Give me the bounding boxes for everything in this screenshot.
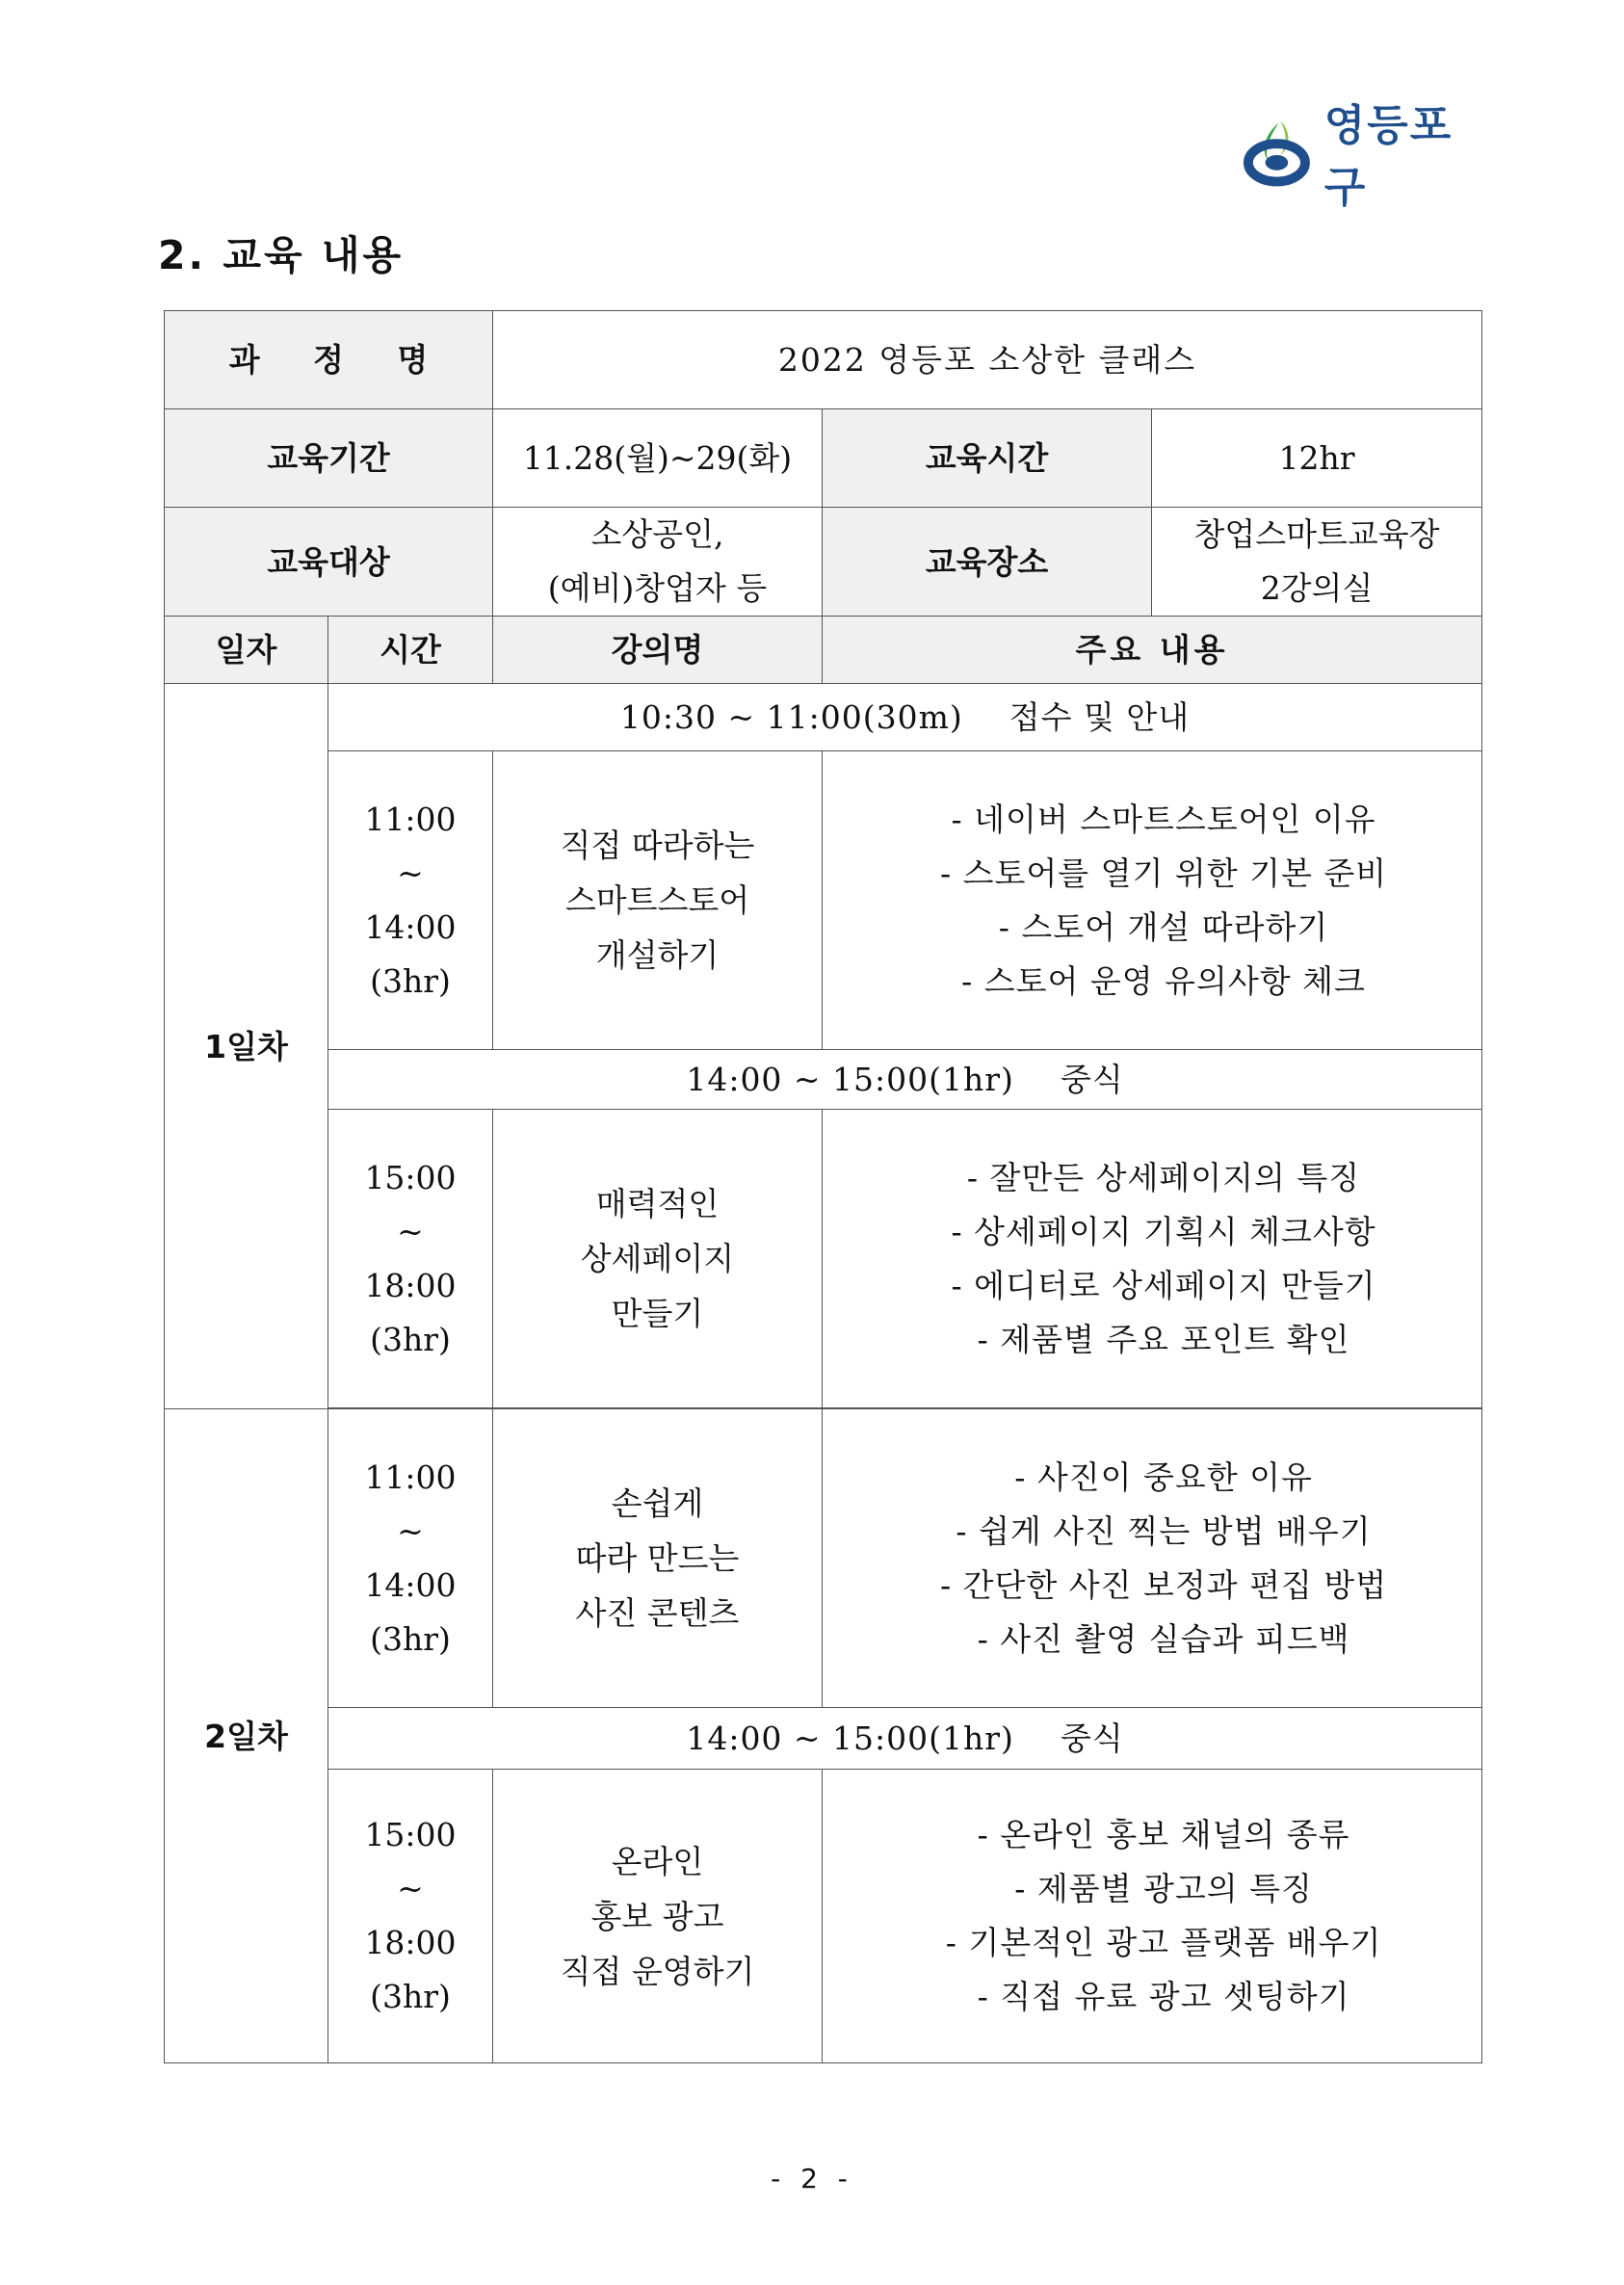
list-item: - 네이버 스마트스토어인 이유	[951, 800, 1376, 838]
course-name-label: 과 정 명	[165, 311, 493, 409]
target-value: 소상공인, (예비)창업자 등	[493, 508, 823, 617]
column-header-day: 일자	[165, 617, 328, 684]
column-header-content: 주요 내용	[823, 617, 1482, 684]
place-value: 창업스마트교육장 2강의실	[1152, 508, 1482, 617]
day1-session1-lecture: 직접 따라하는 스마트스토어 개설하기	[493, 751, 823, 1050]
education-schedule-table	[164, 310, 1482, 2063]
hours-label: 교육시간	[823, 409, 1152, 508]
day1-session1-time: 11:00 ~ 14:00 (3hr)	[328, 751, 493, 1050]
day1-session2-lecture: 매력적인 상세페이지 만들기	[493, 1110, 823, 1408]
target-label: 교육대상	[165, 508, 493, 617]
day2-session1-time: 11:00 ~ 14:00 (3hr)	[328, 1409, 493, 1708]
period-value: 11.28(월)~29(화)	[493, 409, 823, 508]
logo-text: 영등포구	[1323, 101, 1454, 212]
district-logo	[1243, 101, 1493, 212]
day2-session2-time: 15:00 ~ 18:00 (3hr)	[328, 1770, 493, 2063]
list-item: - 제품별 광고의 특징	[1014, 1870, 1313, 1907]
list-item: - 잘만든 상세페이지의 특징	[966, 1158, 1361, 1196]
column-header-time: 시간	[328, 617, 493, 684]
list-item: - 사진 촬영 실습과 피드백	[977, 1619, 1350, 1658]
list-item: - 스토어를 열기 위한 기본 준비	[939, 854, 1388, 892]
day2-session1-content	[823, 1409, 1482, 1708]
list-item: - 제품별 주요 포인트 확인	[977, 1320, 1350, 1358]
place-label: 교육장소	[823, 508, 1152, 617]
day2-label: 2일차	[165, 1409, 328, 2063]
yeongdeungpo-emblem-icon	[1243, 115, 1315, 190]
course-name-value: 2022 영등포 소상한 클래스	[493, 311, 1482, 409]
day2-lunch-row: 14:00 ~ 15:00(1hr) 중식	[328, 1708, 1482, 1770]
list-item: - 사진이 중요한 이유	[1014, 1458, 1313, 1496]
day1-reception-row: 10:30 ~ 11:00(30m) 접수 및 안내	[328, 684, 1482, 751]
list-item: - 간단한 사진 보정과 편집 방법	[939, 1565, 1388, 1604]
page-number: - 2 -	[771, 2163, 853, 2194]
hours-value: 12hr	[1152, 409, 1482, 508]
list-item: - 스토어 개설 따라하기	[998, 907, 1329, 946]
day2-session1-lecture: 손쉽게 따라 만드는 사진 콘텐츠	[493, 1409, 823, 1708]
list-item: - 쉽게 사진 찍는 방법 배우기	[956, 1511, 1372, 1550]
section-heading: 2. 교육 내용	[158, 232, 405, 278]
day1-session2-content	[823, 1110, 1482, 1408]
day1-lunch-row: 14:00 ~ 15:00(1hr) 중식	[328, 1050, 1482, 1110]
day2-session2-lecture: 온라인 홍보 광고 직접 운영하기	[493, 1770, 823, 2063]
day1-session2-time: 15:00 ~ 18:00 (3hr)	[328, 1110, 493, 1408]
column-header-lecture: 강의명	[493, 617, 823, 684]
day2-session2-content	[823, 1770, 1482, 2063]
list-item: - 에디터로 상세페이지 만들기	[951, 1266, 1376, 1304]
list-item: - 직접 유료 광고 셋팅하기	[977, 1978, 1350, 2015]
day1-label: 1일차	[165, 684, 328, 1409]
period-label: 교육기간	[165, 409, 493, 508]
list-item: - 상세페이지 기획시 체크사항	[951, 1212, 1376, 1250]
list-item: - 기본적인 광고 플랫폼 배우기	[945, 1924, 1382, 1961]
day1-session1-content	[823, 751, 1482, 1050]
list-item: - 스토어 운영 유의사항 체크	[961, 961, 1366, 1000]
list-item: - 온라인 홍보 채널의 종류	[977, 1816, 1350, 1853]
